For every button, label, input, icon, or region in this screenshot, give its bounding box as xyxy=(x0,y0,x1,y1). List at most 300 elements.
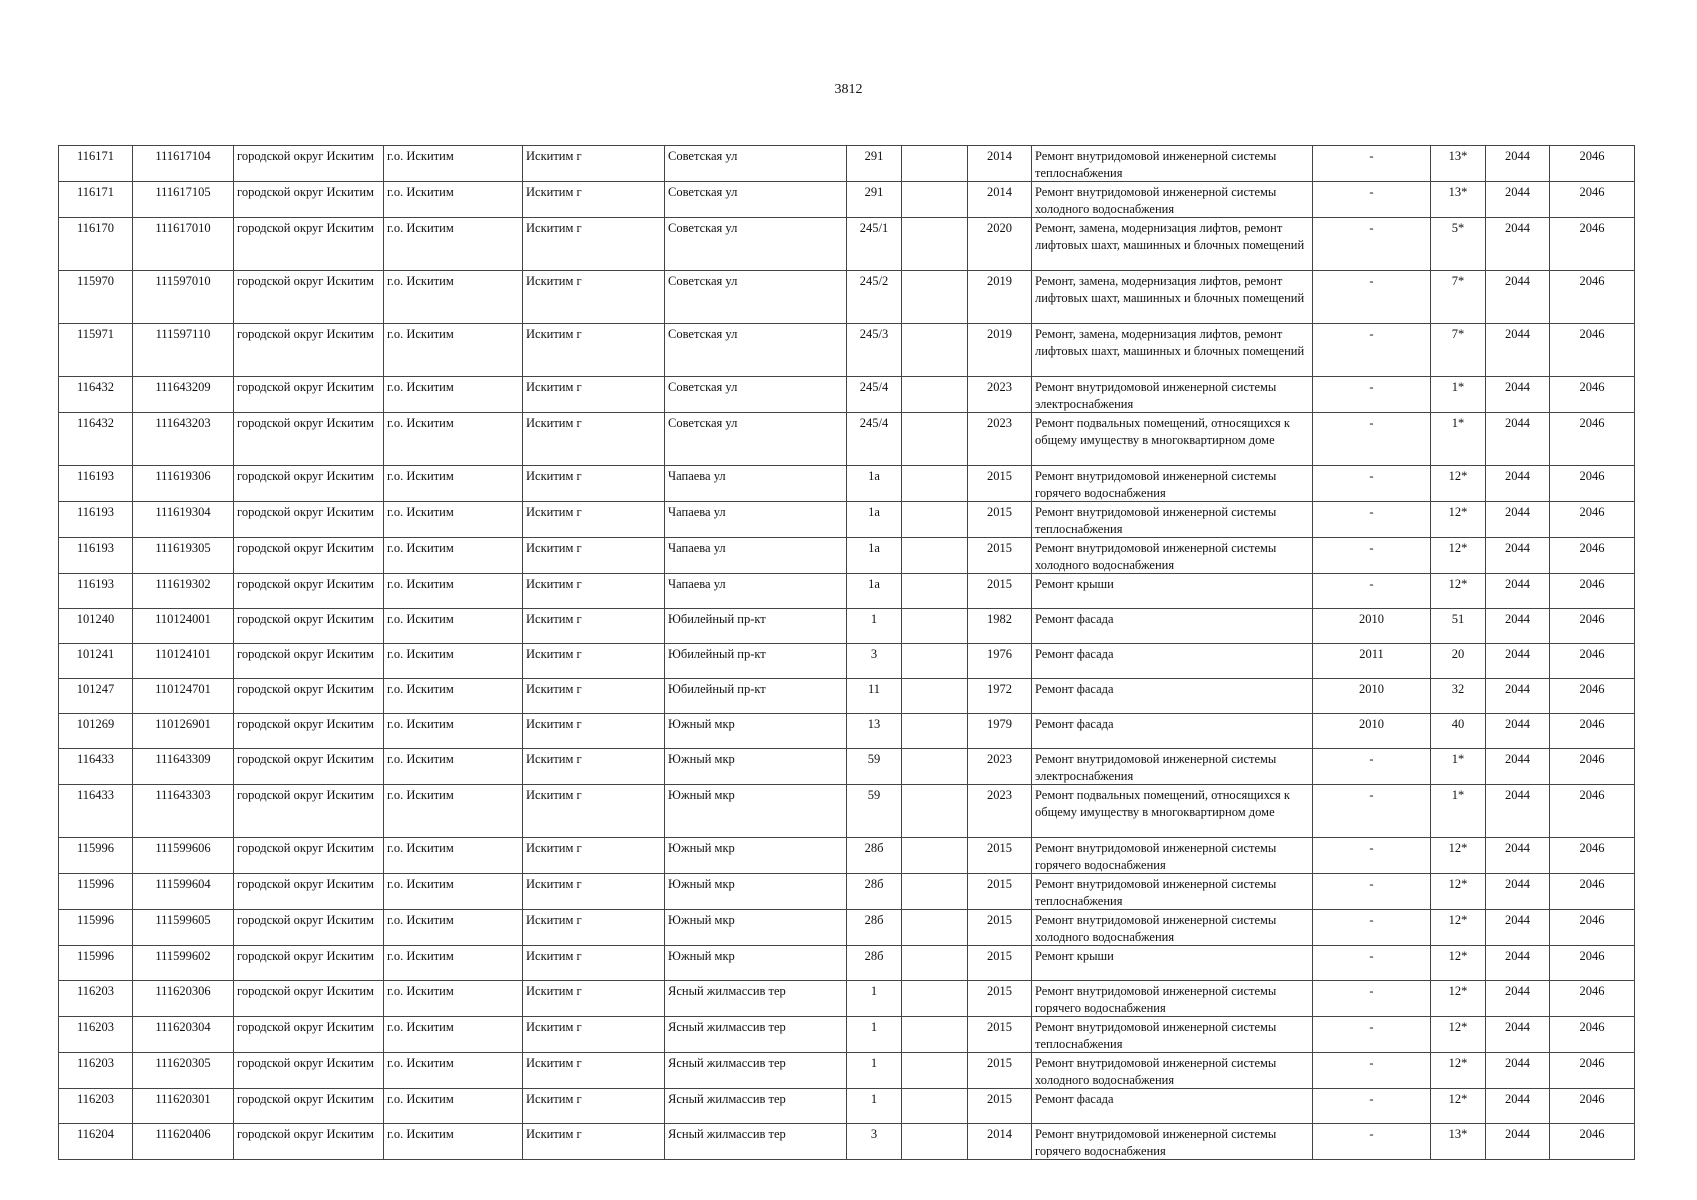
municipality-cell: г.о. Искитим xyxy=(384,644,523,679)
house-cell: 245/4 xyxy=(847,377,902,413)
settlement-cell: Искитим г xyxy=(523,874,665,910)
building-cell xyxy=(902,271,968,324)
period-start-cell: 2044 xyxy=(1486,679,1550,714)
district-cell: городской округ Искитим xyxy=(234,609,384,644)
building-cell xyxy=(902,377,968,413)
object-id-cell: 116203 xyxy=(59,1017,133,1053)
last-repair-cell: - xyxy=(1313,910,1431,946)
municipality-cell: г.о. Искитим xyxy=(384,324,523,377)
municipality-cell: г.о. Искитим xyxy=(384,271,523,324)
year-cell: 2015 xyxy=(968,874,1032,910)
period-start-cell: 2044 xyxy=(1486,874,1550,910)
period-start-cell: 2044 xyxy=(1486,1053,1550,1089)
district-cell: городской округ Искитим xyxy=(234,146,384,182)
year-cell: 2015 xyxy=(968,910,1032,946)
work-code-cell: 111597110 xyxy=(133,324,234,377)
period-end-cell: 2046 xyxy=(1550,324,1635,377)
table-row xyxy=(59,749,1635,785)
settlement-cell: Искитим г xyxy=(523,838,665,874)
table-row xyxy=(59,609,1635,644)
district-cell: городской округ Искитим xyxy=(234,981,384,1017)
table-row xyxy=(59,574,1635,609)
work-code-cell: 111620305 xyxy=(133,1053,234,1089)
district-cell: городской округ Искитим xyxy=(234,1017,384,1053)
house-cell: 245/4 xyxy=(847,413,902,466)
table-row xyxy=(59,182,1635,218)
last-repair-cell: - xyxy=(1313,785,1431,838)
period-end-cell: 2046 xyxy=(1550,785,1635,838)
object-id-cell: 115996 xyxy=(59,838,133,874)
object-id-cell: 115971 xyxy=(59,324,133,377)
period-start-cell: 2044 xyxy=(1486,609,1550,644)
year-cell: 2015 xyxy=(968,1017,1032,1053)
year-cell: 2015 xyxy=(968,946,1032,981)
municipality-cell: г.о. Искитим xyxy=(384,609,523,644)
period-start-cell: 2044 xyxy=(1486,146,1550,182)
period-end-cell: 2046 xyxy=(1550,1124,1635,1160)
object-id-cell: 116432 xyxy=(59,413,133,466)
work-code-cell: 111599605 xyxy=(133,910,234,946)
period-end-cell: 2046 xyxy=(1550,714,1635,749)
object-id-cell: 115996 xyxy=(59,910,133,946)
work-type-cell: Ремонт фасада xyxy=(1032,1089,1313,1124)
period-end-cell: 2046 xyxy=(1550,910,1635,946)
object-id-cell: 116171 xyxy=(59,182,133,218)
house-cell: 245/3 xyxy=(847,324,902,377)
house-cell: 1 xyxy=(847,1053,902,1089)
house-cell: 28б xyxy=(847,838,902,874)
wear-cell: 12* xyxy=(1431,910,1486,946)
settlement-cell: Искитим г xyxy=(523,679,665,714)
period-start-cell: 2044 xyxy=(1486,182,1550,218)
wear-cell: 12* xyxy=(1431,981,1486,1017)
last-repair-cell: - xyxy=(1313,981,1431,1017)
table-row xyxy=(59,324,1635,377)
work-code-cell: 111643203 xyxy=(133,413,234,466)
settlement-cell: Искитим г xyxy=(523,644,665,679)
municipality-cell: г.о. Искитим xyxy=(384,910,523,946)
wear-cell: 12* xyxy=(1431,538,1486,574)
period-start-cell: 2044 xyxy=(1486,946,1550,981)
wear-cell: 40 xyxy=(1431,714,1486,749)
settlement-cell: Искитим г xyxy=(523,271,665,324)
period-end-cell: 2046 xyxy=(1550,538,1635,574)
street-cell: Чапаева ул xyxy=(665,574,847,609)
house-cell: 1а xyxy=(847,538,902,574)
settlement-cell: Искитим г xyxy=(523,981,665,1017)
period-start-cell: 2044 xyxy=(1486,644,1550,679)
building-cell xyxy=(902,644,968,679)
settlement-cell: Искитим г xyxy=(523,538,665,574)
settlement-cell: Искитим г xyxy=(523,946,665,981)
municipality-cell: г.о. Искитим xyxy=(384,466,523,502)
wear-cell: 1* xyxy=(1431,749,1486,785)
work-type-cell: Ремонт внутридомовой инженерной системы горячего водоснабжения xyxy=(1032,838,1313,874)
object-id-cell: 116193 xyxy=(59,538,133,574)
house-cell: 1а xyxy=(847,574,902,609)
table-row xyxy=(59,1124,1635,1160)
last-repair-cell: 2010 xyxy=(1313,679,1431,714)
period-end-cell: 2046 xyxy=(1550,1017,1635,1053)
wear-cell: 7* xyxy=(1431,324,1486,377)
period-start-cell: 2044 xyxy=(1486,324,1550,377)
wear-cell: 13* xyxy=(1431,182,1486,218)
settlement-cell: Искитим г xyxy=(523,1053,665,1089)
municipality-cell: г.о. Искитим xyxy=(384,1017,523,1053)
period-start-cell: 2044 xyxy=(1486,466,1550,502)
municipality-cell: г.о. Искитим xyxy=(384,981,523,1017)
building-cell xyxy=(902,874,968,910)
municipality-cell: г.о. Искитим xyxy=(384,838,523,874)
table-row xyxy=(59,218,1635,271)
year-cell: 2014 xyxy=(968,1124,1032,1160)
street-cell: Советская ул xyxy=(665,182,847,218)
year-cell: 1979 xyxy=(968,714,1032,749)
settlement-cell: Искитим г xyxy=(523,146,665,182)
last-repair-cell: - xyxy=(1313,538,1431,574)
building-cell xyxy=(902,1089,968,1124)
period-end-cell: 2046 xyxy=(1550,838,1635,874)
settlement-cell: Искитим г xyxy=(523,324,665,377)
work-type-cell: Ремонт фасада xyxy=(1032,644,1313,679)
district-cell: городской округ Искитим xyxy=(234,538,384,574)
wear-cell: 32 xyxy=(1431,679,1486,714)
year-cell: 1976 xyxy=(968,644,1032,679)
table-row xyxy=(59,146,1635,182)
table-row xyxy=(59,377,1635,413)
municipality-cell: г.о. Искитим xyxy=(384,679,523,714)
municipality-cell: г.о. Искитим xyxy=(384,874,523,910)
work-code-cell: 110124001 xyxy=(133,609,234,644)
settlement-cell: Искитим г xyxy=(523,574,665,609)
wear-cell: 1* xyxy=(1431,413,1486,466)
work-code-cell: 111617010 xyxy=(133,218,234,271)
street-cell: Южный мкр xyxy=(665,946,847,981)
last-repair-cell: - xyxy=(1313,1089,1431,1124)
house-cell: 3 xyxy=(847,1124,902,1160)
settlement-cell: Искитим г xyxy=(523,1124,665,1160)
house-cell: 3 xyxy=(847,644,902,679)
house-cell: 1 xyxy=(847,1089,902,1124)
house-cell: 245/2 xyxy=(847,271,902,324)
work-code-cell: 111619305 xyxy=(133,538,234,574)
last-repair-cell: - xyxy=(1313,466,1431,502)
settlement-cell: Искитим г xyxy=(523,466,665,502)
settlement-cell: Искитим г xyxy=(523,1017,665,1053)
period-end-cell: 2046 xyxy=(1550,271,1635,324)
work-code-cell: 111617105 xyxy=(133,182,234,218)
last-repair-cell: - xyxy=(1313,1053,1431,1089)
work-code-cell: 110126901 xyxy=(133,714,234,749)
work-type-cell: Ремонт фасада xyxy=(1032,609,1313,644)
period-end-cell: 2046 xyxy=(1550,981,1635,1017)
year-cell: 2015 xyxy=(968,574,1032,609)
object-id-cell: 116203 xyxy=(59,981,133,1017)
district-cell: городской округ Искитим xyxy=(234,910,384,946)
district-cell: городской округ Искитим xyxy=(234,1124,384,1160)
year-cell: 2023 xyxy=(968,413,1032,466)
period-start-cell: 2044 xyxy=(1486,413,1550,466)
work-type-cell: Ремонт фасада xyxy=(1032,679,1313,714)
house-cell: 1а xyxy=(847,502,902,538)
building-cell xyxy=(902,838,968,874)
work-code-cell: 111619306 xyxy=(133,466,234,502)
house-cell: 1а xyxy=(847,466,902,502)
street-cell: Южный мкр xyxy=(665,874,847,910)
period-end-cell: 2046 xyxy=(1550,946,1635,981)
street-cell: Чапаева ул xyxy=(665,538,847,574)
object-id-cell: 101240 xyxy=(59,609,133,644)
street-cell: Чапаева ул xyxy=(665,502,847,538)
wear-cell: 12* xyxy=(1431,874,1486,910)
period-end-cell: 2046 xyxy=(1550,749,1635,785)
year-cell: 2015 xyxy=(968,1053,1032,1089)
year-cell: 2023 xyxy=(968,377,1032,413)
settlement-cell: Искитим г xyxy=(523,413,665,466)
object-id-cell: 116193 xyxy=(59,574,133,609)
building-cell xyxy=(902,574,968,609)
house-cell: 245/1 xyxy=(847,218,902,271)
period-end-cell: 2046 xyxy=(1550,182,1635,218)
work-type-cell: Ремонт подвальных помещений, относящихся к общему имуществу в многоквартирном доме xyxy=(1032,413,1313,466)
object-id-cell: 101247 xyxy=(59,679,133,714)
table-row xyxy=(59,1089,1635,1124)
municipality-cell: г.о. Искитим xyxy=(384,714,523,749)
work-code-cell: 110124701 xyxy=(133,679,234,714)
period-start-cell: 2044 xyxy=(1486,502,1550,538)
work-type-cell: Ремонт внутридомовой инженерной системы горячего водоснабжения xyxy=(1032,466,1313,502)
work-type-cell: Ремонт, замена, модернизация лифтов, ремонт лифтовых шахт, машинных и блочных помещений xyxy=(1032,324,1313,377)
building-cell xyxy=(902,146,968,182)
work-type-cell: Ремонт внутридомовой инженерной системы теплоснабжения xyxy=(1032,502,1313,538)
settlement-cell: Искитим г xyxy=(523,609,665,644)
municipality-cell: г.о. Искитим xyxy=(384,946,523,981)
period-end-cell: 2046 xyxy=(1550,679,1635,714)
settlement-cell: Искитим г xyxy=(523,502,665,538)
building-cell xyxy=(902,502,968,538)
building-cell xyxy=(902,981,968,1017)
settlement-cell: Искитим г xyxy=(523,749,665,785)
district-cell: городской округ Искитим xyxy=(234,644,384,679)
year-cell: 1982 xyxy=(968,609,1032,644)
work-type-cell: Ремонт внутридомовой инженерной системы электроснабжения xyxy=(1032,749,1313,785)
work-code-cell: 111599604 xyxy=(133,874,234,910)
last-repair-cell: 2011 xyxy=(1313,644,1431,679)
work-type-cell: Ремонт внутридомовой инженерной системы теплоснабжения xyxy=(1032,874,1313,910)
building-cell xyxy=(902,714,968,749)
last-repair-cell: - xyxy=(1313,1124,1431,1160)
work-code-cell: 111620406 xyxy=(133,1124,234,1160)
period-end-cell: 2046 xyxy=(1550,377,1635,413)
period-end-cell: 2046 xyxy=(1550,466,1635,502)
period-start-cell: 2044 xyxy=(1486,1017,1550,1053)
table-row xyxy=(59,413,1635,466)
building-cell xyxy=(902,749,968,785)
work-type-cell: Ремонт крыши xyxy=(1032,574,1313,609)
year-cell: 2019 xyxy=(968,324,1032,377)
street-cell: Юбилейный пр-кт xyxy=(665,679,847,714)
street-cell: Южный мкр xyxy=(665,910,847,946)
work-type-cell: Ремонт внутридомовой инженерной системы электроснабжения xyxy=(1032,377,1313,413)
period-end-cell: 2046 xyxy=(1550,218,1635,271)
municipality-cell: г.о. Искитим xyxy=(384,749,523,785)
street-cell: Южный мкр xyxy=(665,785,847,838)
year-cell: 2023 xyxy=(968,785,1032,838)
last-repair-cell: - xyxy=(1313,838,1431,874)
district-cell: городской округ Искитим xyxy=(234,838,384,874)
table-row xyxy=(59,785,1635,838)
period-start-cell: 2044 xyxy=(1486,714,1550,749)
house-cell: 1 xyxy=(847,1017,902,1053)
period-end-cell: 2046 xyxy=(1550,574,1635,609)
district-cell: городской округ Искитим xyxy=(234,1089,384,1124)
last-repair-cell: 2010 xyxy=(1313,714,1431,749)
building-cell xyxy=(902,413,968,466)
period-end-cell: 2046 xyxy=(1550,609,1635,644)
period-start-cell: 2044 xyxy=(1486,574,1550,609)
building-cell xyxy=(902,538,968,574)
wear-cell: 12* xyxy=(1431,1017,1486,1053)
district-cell: городской округ Искитим xyxy=(234,218,384,271)
building-cell xyxy=(902,1017,968,1053)
object-id-cell: 116193 xyxy=(59,502,133,538)
last-repair-cell: - xyxy=(1313,324,1431,377)
building-cell xyxy=(902,910,968,946)
district-cell: городской округ Искитим xyxy=(234,785,384,838)
street-cell: Южный мкр xyxy=(665,749,847,785)
district-cell: городской округ Искитим xyxy=(234,271,384,324)
period-end-cell: 2046 xyxy=(1550,413,1635,466)
table-row xyxy=(59,981,1635,1017)
table-row xyxy=(59,838,1635,874)
district-cell: городской округ Искитим xyxy=(234,574,384,609)
period-start-cell: 2044 xyxy=(1486,271,1550,324)
street-cell: Советская ул xyxy=(665,324,847,377)
last-repair-cell: - xyxy=(1313,182,1431,218)
municipality-cell: г.о. Искитим xyxy=(384,146,523,182)
wear-cell: 12* xyxy=(1431,502,1486,538)
wear-cell: 7* xyxy=(1431,271,1486,324)
wear-cell: 1* xyxy=(1431,377,1486,413)
last-repair-cell: - xyxy=(1313,271,1431,324)
house-cell: 291 xyxy=(847,146,902,182)
table-row xyxy=(59,714,1635,749)
last-repair-cell: - xyxy=(1313,413,1431,466)
wear-cell: 12* xyxy=(1431,1053,1486,1089)
settlement-cell: Искитим г xyxy=(523,714,665,749)
municipality-cell: г.о. Искитим xyxy=(384,574,523,609)
object-id-cell: 101269 xyxy=(59,714,133,749)
wear-cell: 51 xyxy=(1431,609,1486,644)
municipality-cell: г.о. Искитим xyxy=(384,218,523,271)
building-cell xyxy=(902,466,968,502)
period-start-cell: 2044 xyxy=(1486,377,1550,413)
street-cell: Ясный жилмассив тер xyxy=(665,1124,847,1160)
work-type-cell: Ремонт внутридомовой инженерной системы теплоснабжения xyxy=(1032,1017,1313,1053)
table-row xyxy=(59,466,1635,502)
period-end-cell: 2046 xyxy=(1550,1053,1635,1089)
settlement-cell: Искитим г xyxy=(523,182,665,218)
last-repair-cell: - xyxy=(1313,874,1431,910)
district-cell: городской округ Искитим xyxy=(234,749,384,785)
municipality-cell: г.о. Искитим xyxy=(384,377,523,413)
district-cell: городской округ Искитим xyxy=(234,679,384,714)
street-cell: Юбилейный пр-кт xyxy=(665,644,847,679)
year-cell: 1972 xyxy=(968,679,1032,714)
work-code-cell: 111619302 xyxy=(133,574,234,609)
work-code-cell: 110124101 xyxy=(133,644,234,679)
wear-cell: 12* xyxy=(1431,838,1486,874)
house-cell: 1 xyxy=(847,609,902,644)
work-code-cell: 111597010 xyxy=(133,271,234,324)
municipality-cell: г.о. Искитим xyxy=(384,1089,523,1124)
street-cell: Ясный жилмассив тер xyxy=(665,1089,847,1124)
municipality-cell: г.о. Искитим xyxy=(384,785,523,838)
district-cell: городской округ Искитим xyxy=(234,466,384,502)
period-start-cell: 2044 xyxy=(1486,1089,1550,1124)
district-cell: городской округ Искитим xyxy=(234,502,384,538)
wear-cell: 12* xyxy=(1431,946,1486,981)
object-id-cell: 115996 xyxy=(59,946,133,981)
period-start-cell: 2044 xyxy=(1486,538,1550,574)
work-code-cell: 111620306 xyxy=(133,981,234,1017)
object-id-cell: 116432 xyxy=(59,377,133,413)
last-repair-cell: - xyxy=(1313,218,1431,271)
building-cell xyxy=(902,182,968,218)
year-cell: 2023 xyxy=(968,749,1032,785)
street-cell: Ясный жилмассив тер xyxy=(665,1053,847,1089)
last-repair-cell: - xyxy=(1313,749,1431,785)
table-row xyxy=(59,502,1635,538)
house-cell: 291 xyxy=(847,182,902,218)
table-row xyxy=(59,644,1635,679)
house-cell: 13 xyxy=(847,714,902,749)
year-cell: 2020 xyxy=(968,218,1032,271)
wear-cell: 5* xyxy=(1431,218,1486,271)
year-cell: 2015 xyxy=(968,466,1032,502)
work-type-cell: Ремонт крыши xyxy=(1032,946,1313,981)
object-id-cell: 115970 xyxy=(59,271,133,324)
period-start-cell: 2044 xyxy=(1486,1124,1550,1160)
work-type-cell: Ремонт подвальных помещений, относящихся к общему имуществу в многоквартирном доме xyxy=(1032,785,1313,838)
period-end-cell: 2046 xyxy=(1550,146,1635,182)
table-row xyxy=(59,271,1635,324)
year-cell: 2019 xyxy=(968,271,1032,324)
municipality-cell: г.о. Искитим xyxy=(384,1124,523,1160)
district-cell: городской округ Искитим xyxy=(234,324,384,377)
object-id-cell: 116203 xyxy=(59,1053,133,1089)
work-type-cell: Ремонт внутридомовой инженерной системы холодного водоснабжения xyxy=(1032,182,1313,218)
street-cell: Южный мкр xyxy=(665,714,847,749)
work-code-cell: 111599606 xyxy=(133,838,234,874)
house-cell: 28б xyxy=(847,874,902,910)
period-end-cell: 2046 xyxy=(1550,644,1635,679)
object-id-cell: 101241 xyxy=(59,644,133,679)
settlement-cell: Искитим г xyxy=(523,910,665,946)
year-cell: 2015 xyxy=(968,838,1032,874)
year-cell: 2015 xyxy=(968,981,1032,1017)
last-repair-cell: 2010 xyxy=(1313,609,1431,644)
table-row xyxy=(59,1017,1635,1053)
table-body xyxy=(59,146,1635,1160)
house-cell: 59 xyxy=(847,749,902,785)
street-cell: Ясный жилмассив тер xyxy=(665,1017,847,1053)
object-id-cell: 116433 xyxy=(59,749,133,785)
year-cell: 2014 xyxy=(968,182,1032,218)
district-cell: городской округ Искитим xyxy=(234,1053,384,1089)
wear-cell: 13* xyxy=(1431,1124,1486,1160)
period-start-cell: 2044 xyxy=(1486,749,1550,785)
